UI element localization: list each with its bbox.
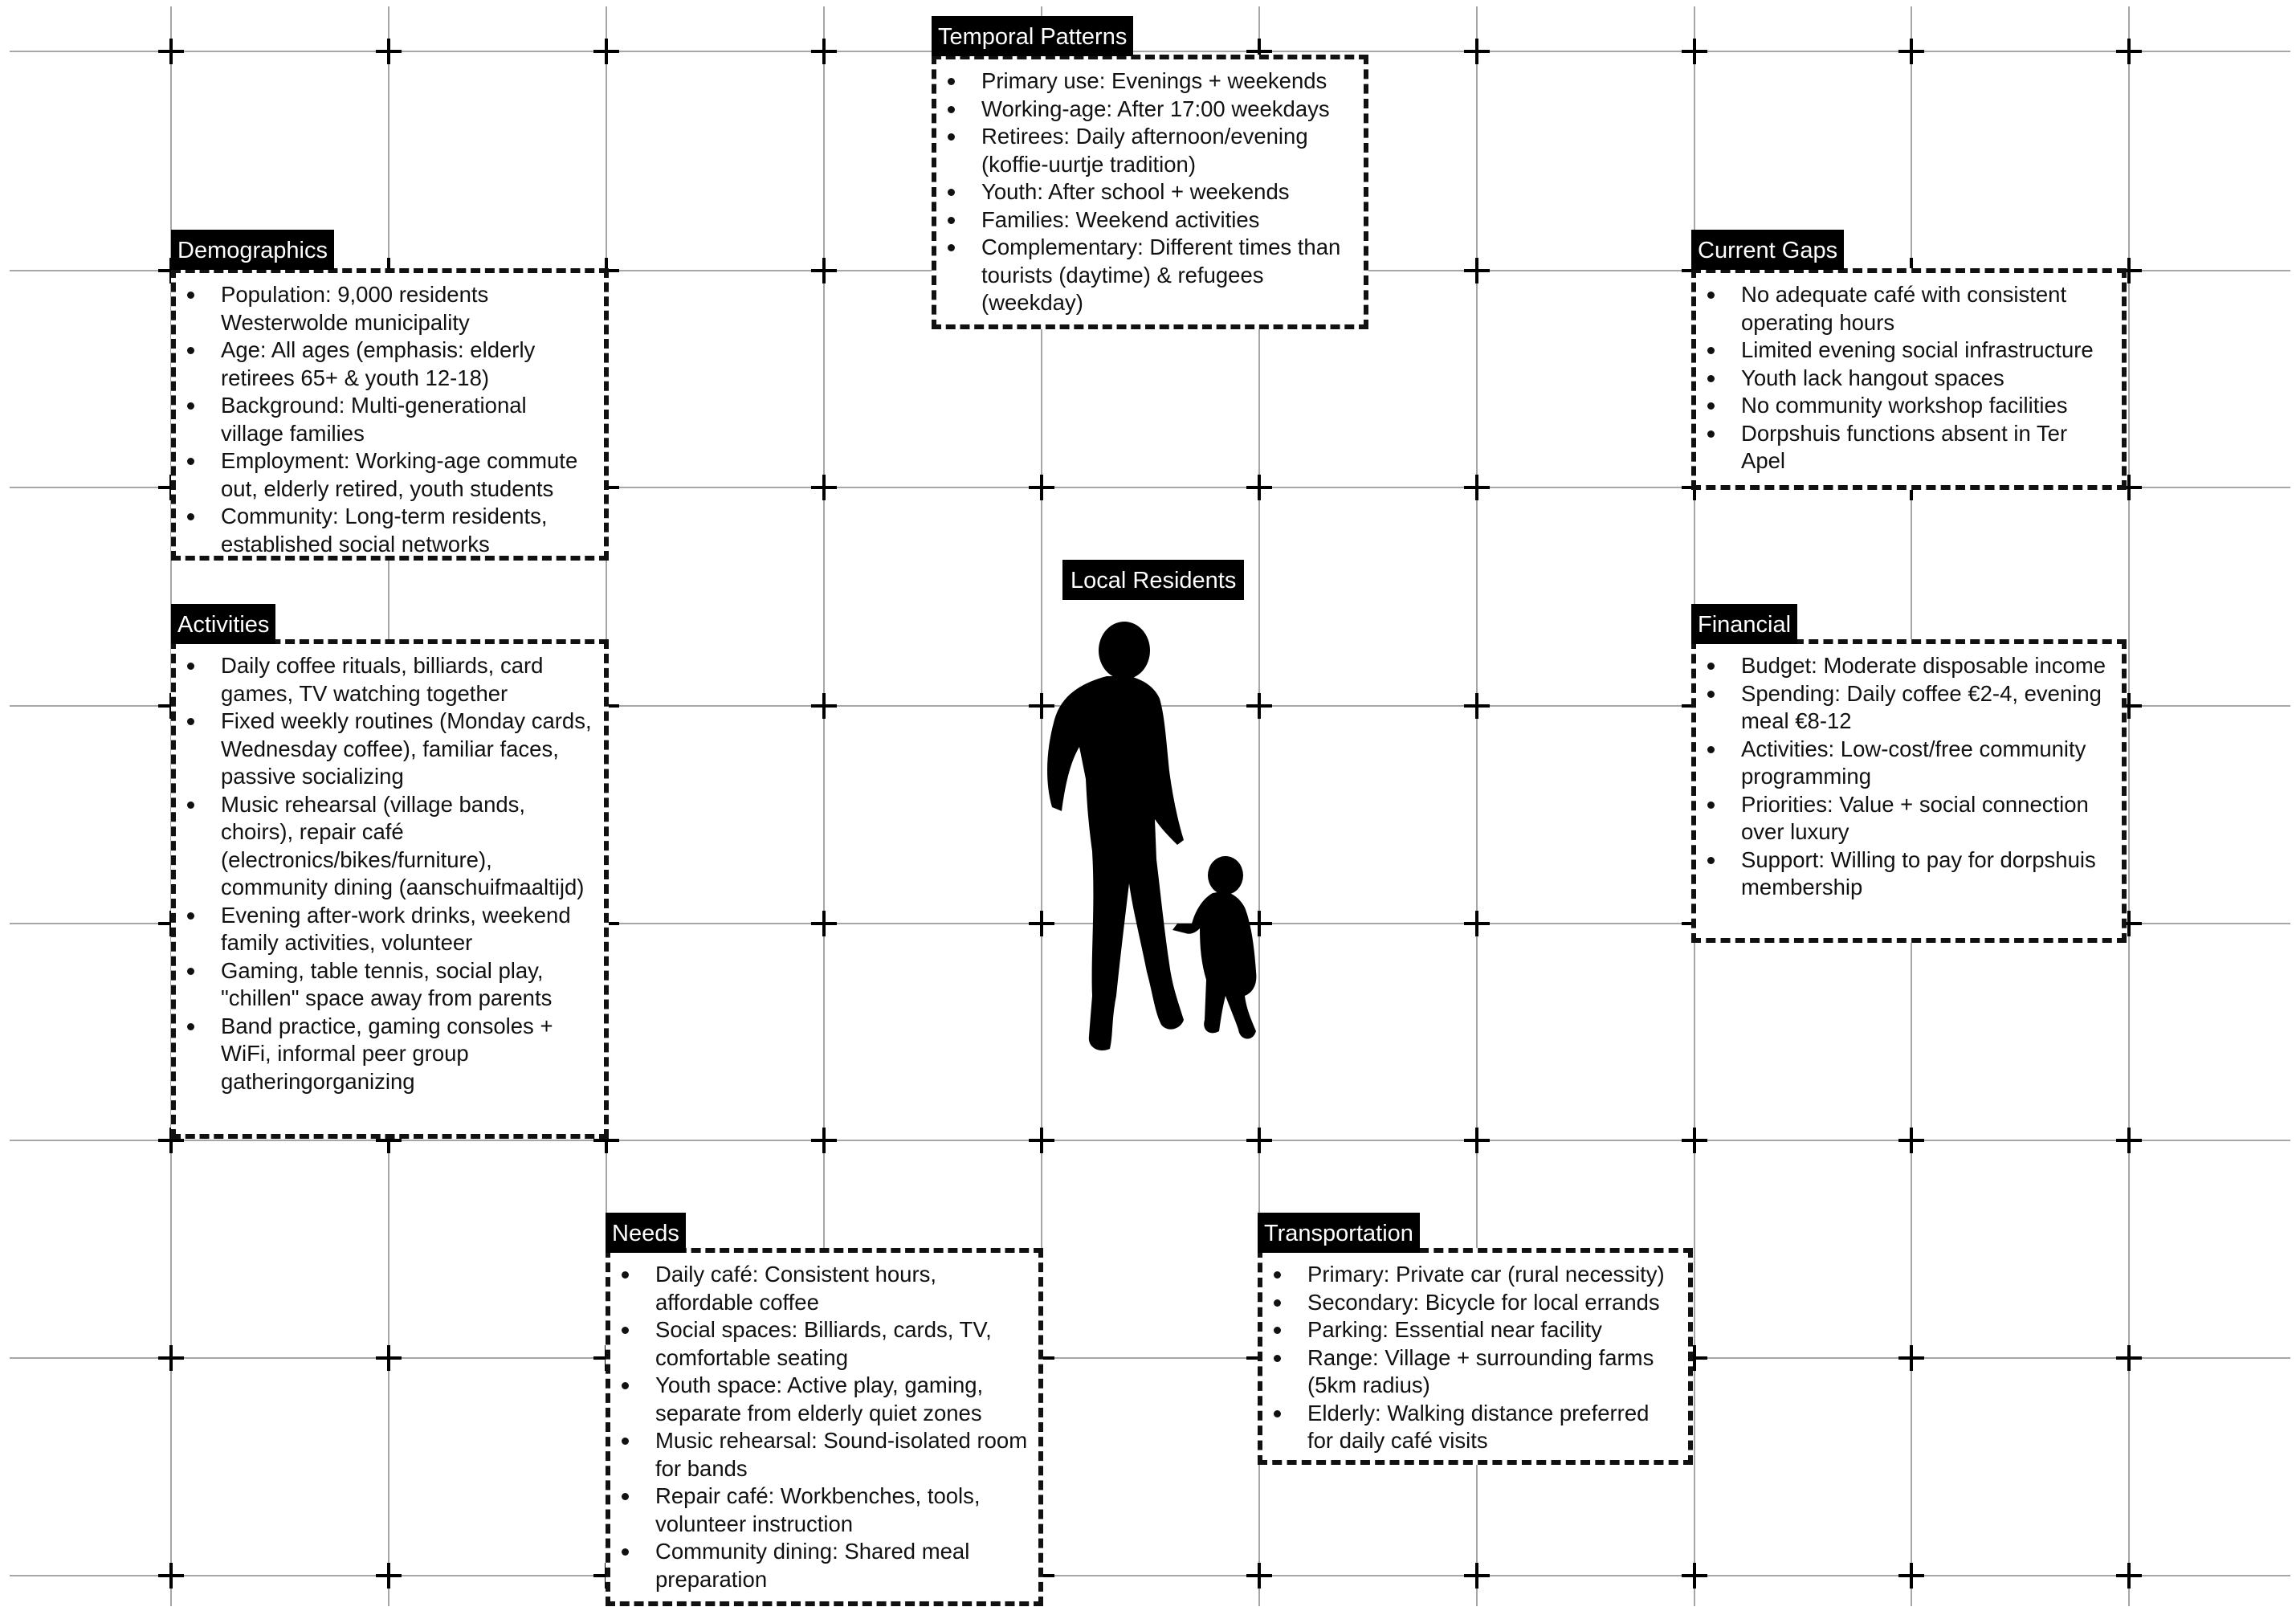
grid-cross-marker [1898, 1563, 1924, 1589]
list-item: Music rehearsal (village bands, choirs), repair café (electronics/bikes/furniture), community dining (aanschuifmaaltijd) [221, 791, 594, 902]
list-item: Youth: After school + weekends [981, 178, 1354, 206]
grid-cross-marker [376, 39, 402, 64]
grid-cross-marker [1029, 1128, 1054, 1153]
panel-title: Activities [171, 604, 275, 644]
list-item: Dorpshuis functions absent in Ter Apel [1741, 420, 2112, 475]
list-item: Employment: Working-age commute out, elderly retired, youth students [221, 447, 594, 503]
list-item: Limited evening social infrastructure [1741, 336, 2112, 365]
item-list [1262, 1253, 1688, 1455]
grid-cross-marker [2116, 1345, 2142, 1371]
item-list [936, 59, 1364, 317]
list-item: Priorities: Value + social connection over luxury [1741, 791, 2112, 846]
grid-cross-marker [1464, 693, 1490, 719]
grid-cross-marker [1464, 1563, 1490, 1589]
list-item: No adequate café with consistent operating hours [1741, 281, 2112, 336]
grid-cross-marker [811, 911, 837, 936]
panel-box [1258, 1248, 1693, 1465]
grid-cross-marker [158, 1345, 184, 1371]
grid-cross-marker [1682, 39, 1707, 64]
list-item: Community: Long-term residents, established social networks [221, 503, 594, 558]
panel-title: Demographics [171, 230, 334, 270]
grid-cross-marker [158, 39, 184, 64]
item-list [176, 273, 604, 558]
grid-cross-marker [1246, 1563, 1272, 1589]
grid-cross-marker [811, 693, 837, 719]
grid-cross-marker [811, 39, 837, 64]
center-label: Local Residents [1062, 560, 1244, 600]
list-item: Evening after-work drinks, weekend family activities, volunteer [221, 902, 594, 957]
list-item: Complementary: Different times than tourists (daytime) & refugees (weekday) [981, 234, 1354, 317]
grid-cross-marker [1464, 258, 1490, 283]
list-item: No community workshop facilities [1741, 392, 2112, 420]
grid-cross-marker [811, 258, 837, 283]
list-item: Activities: Low-cost/free community programming [1741, 736, 2112, 791]
list-item: Fixed weekly routines (Monday cards, Wednesday coffee), familiar faces, passive socializing [221, 708, 594, 791]
grid-cross-marker [2116, 1128, 2142, 1153]
list-item: Daily coffee rituals, billiards, card games, TV watching together [221, 652, 594, 708]
item-list [176, 644, 604, 1095]
panel-title: Financial [1691, 604, 1797, 644]
list-item: Music rehearsal: Sound-isolated room for bands [655, 1427, 1029, 1483]
panel-title: Temporal Patterns [932, 16, 1133, 56]
list-item: Population: 9,000 residents Westerwolde municipality [221, 281, 594, 336]
list-item: Secondary: Bicycle for local errands [1307, 1289, 1678, 1317]
list-item: Retirees: Daily afternoon/evening (koffie-uurtje tradition) [981, 123, 1354, 178]
list-item: Range: Village + surrounding farms (5km radius) [1307, 1344, 1678, 1400]
adult-child-silhouette-icon [1012, 618, 1285, 1068]
grid-cross-marker [1464, 39, 1490, 64]
grid-cross-marker [1898, 1128, 1924, 1153]
grid-cross-marker [1682, 1128, 1707, 1153]
grid-cross-marker [1246, 475, 1272, 500]
item-list [610, 1253, 1038, 1593]
list-item: Families: Weekend activities [981, 206, 1354, 235]
grid-cross-marker [811, 475, 837, 500]
list-item: Age: All ages (emphasis: elderly retirees 65+ & youth 12-18) [221, 336, 594, 392]
list-item: Background: Multi-generational village families [221, 392, 594, 447]
grid-cross-marker [811, 1128, 837, 1153]
grid-cross-marker [2116, 39, 2142, 64]
list-item: Support: Willing to pay for dorpshuis membership [1741, 846, 2112, 902]
grid-cross-marker [593, 39, 619, 64]
list-item: Budget: Moderate disposable income [1741, 652, 2112, 680]
list-item: Youth lack hangout spaces [1741, 365, 2112, 393]
grid-cross-marker [158, 1563, 184, 1589]
grid-cross-marker [1898, 1345, 1924, 1371]
list-item: Community dining: Shared meal preparation [655, 1538, 1029, 1593]
list-item: Elderly: Walking distance preferred for daily café visits [1307, 1400, 1678, 1455]
panel-box [606, 1248, 1043, 1606]
panel-box [171, 268, 609, 561]
grid-cross-marker [376, 1345, 402, 1371]
grid-cross-marker [1464, 911, 1490, 936]
grid-cross-marker [1246, 1128, 1272, 1153]
panel-title: Needs [606, 1213, 686, 1253]
grid-cross-marker [1029, 475, 1054, 500]
grid-cross-marker [1898, 39, 1924, 64]
list-item: Band practice, gaming consoles + WiFi, informal peer group gatheringorganizing [221, 1013, 594, 1096]
list-item: Primary use: Evenings + weekends [981, 67, 1354, 96]
list-item: Social spaces: Billiards, cards, TV, comfortable seating [655, 1316, 1029, 1372]
list-item: Spending: Daily coffee €2-4, evening meal €8-12 [1741, 680, 2112, 736]
grid-cross-marker [1464, 475, 1490, 500]
panel-box [171, 639, 609, 1139]
list-item: Repair café: Workbenches, tools, volunteer instruction [655, 1483, 1029, 1538]
grid-cross-marker [1682, 1563, 1707, 1589]
panel-box [1691, 268, 2127, 490]
grid-cross-marker [1464, 1128, 1490, 1153]
list-item: Youth space: Active play, gaming, separate from elderly quiet zones [655, 1372, 1029, 1427]
list-item: Parking: Essential near facility [1307, 1316, 1678, 1344]
grid-cross-marker [376, 1563, 402, 1589]
list-item: Primary: Private car (rural necessity) [1307, 1261, 1678, 1289]
panel-box [932, 55, 1368, 329]
panel-title: Current Gaps [1691, 230, 1844, 270]
list-item: Working-age: After 17:00 weekdays [981, 96, 1354, 124]
panel-box [1691, 639, 2127, 943]
item-list [1696, 273, 2122, 475]
panel-title: Transportation [1258, 1213, 1420, 1253]
list-item: Gaming, table tennis, social play, "chillen" space away from parents [221, 957, 594, 1013]
item-list [1696, 644, 2122, 902]
list-item: Daily café: Consistent hours, affordable coffee [655, 1261, 1029, 1316]
grid-cross-marker [2116, 1563, 2142, 1589]
